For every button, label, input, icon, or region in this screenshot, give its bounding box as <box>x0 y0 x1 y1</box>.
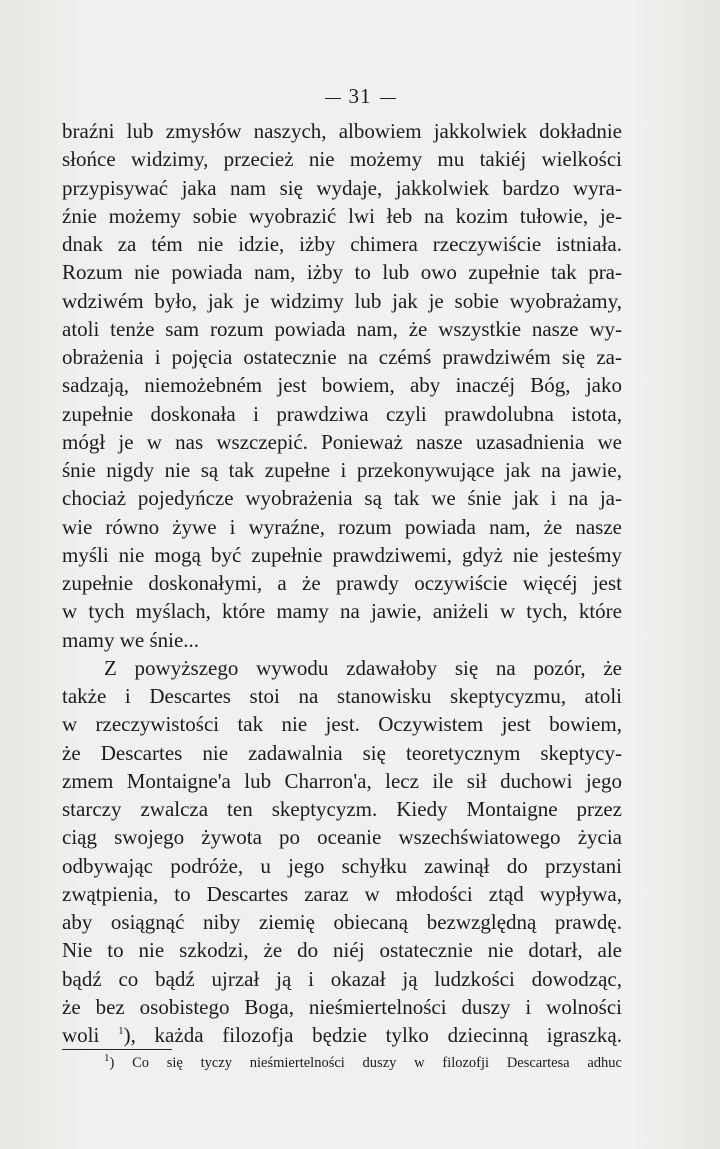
body-text <box>62 117 622 1049</box>
text-line: obrażenia i pojęcia ostatecznie na czémś prawdziwém się za- <box>62 345 622 369</box>
text-line: wdziwém było, jak je widzimy lub jak je sobie wyobrażamy, <box>62 288 622 313</box>
text-line: Rozum nie powiada nam, iżby to lub owo zupełnie tak pra- <box>62 260 622 285</box>
text-line: wie równo żywe i wyraźne, rozum powiada nam, że nasze <box>62 514 622 539</box>
footnote-marker: 1 <box>118 1025 124 1037</box>
text-line: zwątpienia, to Descartes zaraz w młodości ztąd wypływa, <box>62 881 622 906</box>
text-line: że bez osobistego Boga, nieśmiertelności duszy i wolności <box>62 994 622 1019</box>
text-line: Nie to nie szkodzi, że do niéj ostatecznie nie dotarł, ale <box>62 938 622 963</box>
page-header <box>0 84 720 109</box>
text-line: dnak za tém nie idzie, iżby chimera rzeczywiście istniała. <box>62 232 622 256</box>
text-line: przypisywać jaka nam się wydaje, jakkolwiek bardzo wyra- <box>62 175 622 200</box>
page-number: 31 <box>348 84 372 108</box>
footnote-number: 1 <box>104 1052 110 1065</box>
text-line: odbywając podróże, u jego schyłku zawinął do przystani <box>62 853 622 878</box>
text-line: że Descartes nie zadawalnia się teoretycznym skeptycy- <box>62 740 622 765</box>
text-line-with-footnote-ref <box>62 1021 622 1049</box>
text-line: chociaż pojedyńcze wyobrażenia są tak we śnie jak i na ja- <box>62 486 622 511</box>
text-line: atoli tenże sam rozum powiada nam, że wszystkie nasze wy- <box>62 316 622 341</box>
text-line: w tych myślach, które mamy na jawie, aniżeli w tych, które <box>62 599 622 624</box>
footnote <box>104 1053 622 1073</box>
text-line: sadzają, niemożebném jest bowiem, aby inaczéj Bóg, jako <box>62 373 622 398</box>
text-fragment: woli <box>62 1023 119 1047</box>
text-line: mógł je w nas wszczepić. Ponieważ nasze uzasadnienia we <box>62 429 622 454</box>
text-line: zupełnie doskonałymi, a że prawdy oczywiście więcéj jest <box>62 571 622 595</box>
footnote-text: ) Co się tyczy nieśmiertelności duszy w filozofji Descartesa adhuc <box>109 1055 622 1071</box>
header-dash-right <box>380 98 396 99</box>
paragraph-end-line: mamy we śnie... <box>62 627 200 652</box>
text-line: w rzeczywistości tak nie jest. Oczywistem jest bowiem, <box>62 712 622 737</box>
text-line: ciąg swojego żywota po oceanie wszechświatowego życia <box>62 825 622 850</box>
text-line: bądź co bądź ujrzał ją i okazał ją ludzkości dowodząc, <box>62 966 622 991</box>
footnote-divider <box>62 1049 172 1050</box>
text-line: także i Descartes stoi na stanowisku skeptycyzmu, atoli <box>62 684 622 708</box>
text-line: starczy zwalcza ten skeptycyzm. Kiedy Montaigne przez <box>62 797 622 821</box>
text-line: myśli nie mogą być zupełnie prawdziwemi, gdyż nie jesteśmy <box>62 542 622 567</box>
text-line: zupełnie doskonała i prawdziwa czyli prawdolubna istota, <box>62 401 622 426</box>
text-line: braźni lub zmysłów naszych, albowiem jakkolwiek dokładnie <box>62 119 622 143</box>
text-line: aby osiągnąć niby ziemię obiecaną bezwzględną prawdę. <box>62 910 622 934</box>
text-fragment: ), każda filozofja będzie tylko dziecinną igraszką. <box>123 1023 622 1047</box>
text-line: źnie możemy sobie wyobrazić lwi łeb na kozim tułowie, je- <box>62 203 622 228</box>
paragraph-start-line: Z powyższego wywodu zdawałoby się na pozór, że <box>104 655 622 680</box>
text-line: śnie nigdy nie są tak zupełne i przekonywujące jak na jawie, <box>62 458 622 482</box>
text-line: słońce widzimy, przecież nie możemy mu takiéj wielkości <box>62 147 622 172</box>
text-line: zmem Montaigne'a lub Charron'a, lecz ile sił duchowi jego <box>62 768 622 793</box>
header-dash-left <box>325 98 341 99</box>
